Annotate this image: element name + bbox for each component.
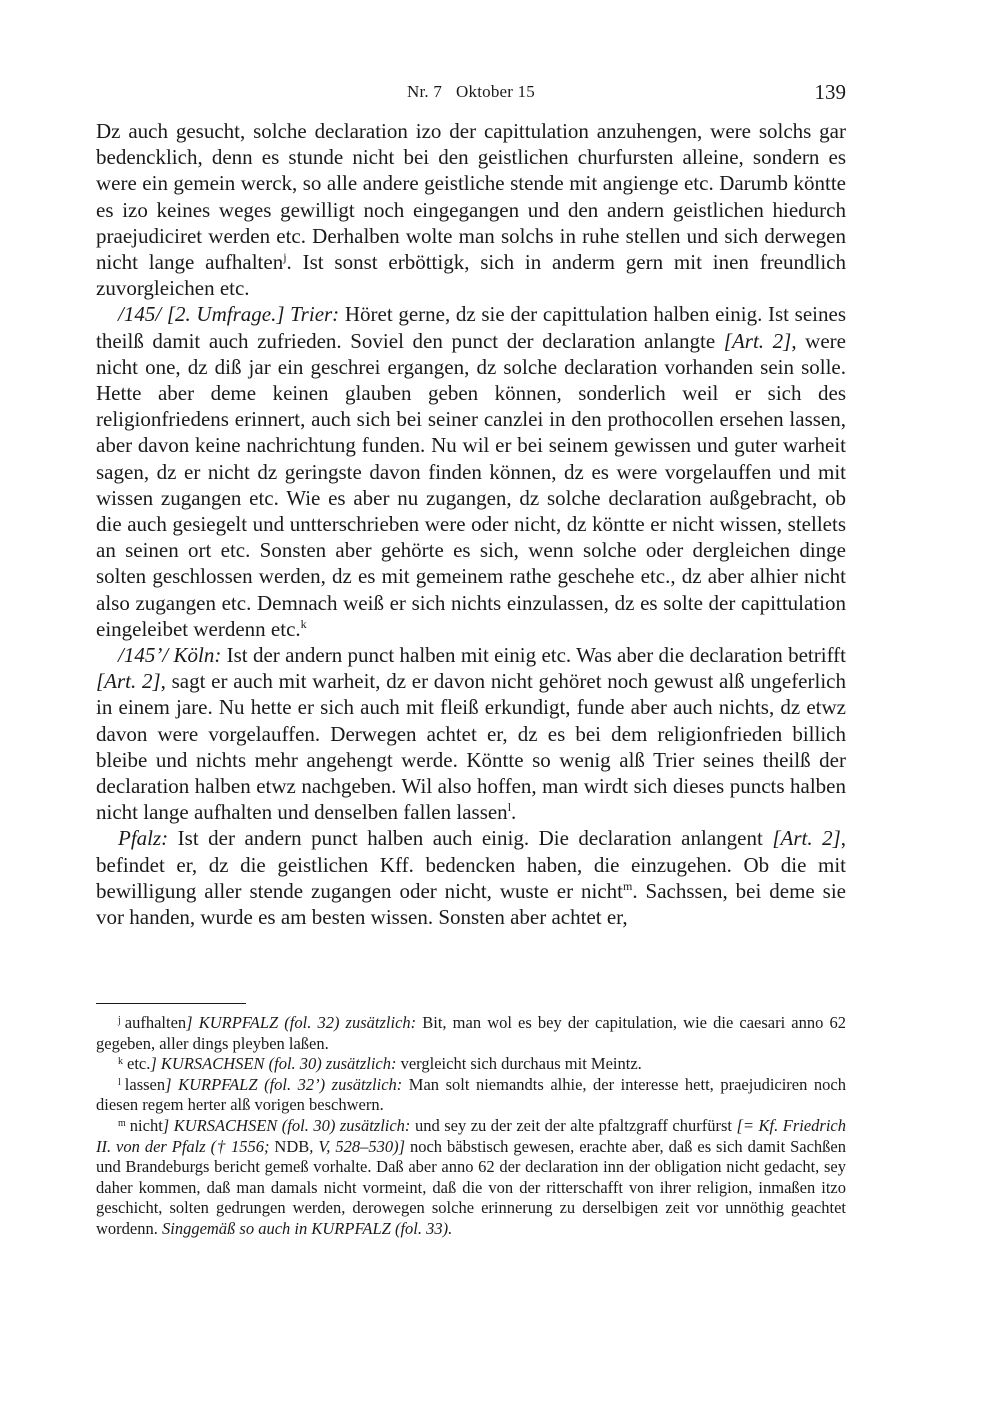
footnote-ref-m: m bbox=[623, 878, 633, 893]
running-head bbox=[96, 82, 846, 102]
article-ref: [Art. 2] bbox=[96, 669, 161, 694]
paragraph-trier: /145/ [2. Umfrage.] Trier: Höret gerne, dz sie der capittulation halben einig. Ist seines theilß damit auch zufrieden. Soviel den punct der declaration anlangte [Art. 2], were nicht one, dz diß jar ein geschrei ergangen, dz solche declaration vorhanden sein solle. Hette aber deme keinen glauben geben können, sonderlich weil er sich des religionfriedens erinnert, auch sich bei seiner canzlei in den prothocollen ersehen lassen, aber davon keine nachrichtung funden. Nu wil er bei seinem gewissen und guter warheit sagen, dz er nicht dz geringste davon finden können, dz es were vorgelauffen und mit wissen zugangen etc. Wie es aber nu zugangen, dz solche declaration außgebracht, ob die auch gesiegelt und untterschrieben were oder nicht, dz köntte er nicht wissen, stellets an seinen ort etc. Sonsten aber gehörte es sich, wenn solche oder dergleichen dinge solten geschlossen werden, dz es mit gemeinem rathe geschehe etc., dz aber alhier nicht also zugangen etc. Demnach weiß er sich nichts einzulassen, dz es solte der capittulation eingeleibet werdenn etc.$^k$ bbox=[96, 302, 847, 641]
speaker-koeln: /145’/ Köln: bbox=[118, 643, 222, 668]
footnotes bbox=[96, 1013, 846, 1240]
footnote-ref-k: k bbox=[300, 616, 307, 631]
main-text bbox=[96, 118, 846, 930]
footnote-divider bbox=[96, 1003, 246, 1004]
footnote-j: j aufhalten] KURPFALZ (fol. 32) zusätzlich: Bit, man wol es bey der capitulation, wie die caesari anno 62 gegeben, aller dings pleyben laßen. bbox=[96, 1013, 846, 1053]
footnote-ref-l: l bbox=[507, 800, 512, 815]
page-number: 139 bbox=[814, 80, 846, 104]
paragraph-pfalz: Pfalz: Ist der andern punct halben auch einig. Die declaration anlangent [Art. 2], befindet er, dz die geistlichen Kff. bedencken haben, die einzugehen. Ob die mit bewilligung aller stende zugangen oder nicht, wuste er nicht$^m$. Sachssen, bei deme sie vor handen, wurde es am besten wissen. Sonsten aber achtet er, bbox=[96, 826, 846, 930]
document-number: Nr. 7 bbox=[407, 82, 443, 101]
article-ref: [Art. 2] bbox=[772, 826, 841, 851]
footnote-l: l lassen] KURPFALZ (fol. 32’) zusätzlich: Man solt niemandts alhie, der interesse hett, praejudiciren noch diesen regem herter alß vorigen beschwern. bbox=[96, 1074, 846, 1115]
footnote-k: k etc.] KURSACHSEN (fol. 30) zusätzlich: vergleicht sich durchaus mit Meintz. bbox=[118, 1054, 642, 1074]
document-date: Oktober 15 bbox=[456, 82, 535, 101]
footnote-m: m nicht] KURSACHSEN (fol. 30) zusätzlich: und sey zu der zeit der alte pfaltzgraff churfürst [= Kf. Friedrich II. von der Pfalz († 1556; NDB, V, 528–530)] noch bäbstisch gewesen, erachte aber, daß es sich damit Sachßen und Brandeburgs bericht gemeß vorhalte. Daß aber anno 62 der declaration inn der obligation nicht gedacht, sey daher kommen, daß man damals nicht vormeint, daß die von der ritterschafft von ihrer religion, inmaßen itzo geschicht, solten gedrungen werden, derowegen solche erinnerung zu derselbigen zeit vor unnöthig geachtet wordenn. Singgemäß so auch in KURPFALZ (fol. 33). bbox=[96, 1115, 847, 1238]
speaker-pfalz: Pfalz: bbox=[118, 826, 169, 851]
paragraph-continuation: Dz auch gesucht, solche declaration izo der capittulation anzuhengen, were solchs gar bedencklich, denn es stunde nicht bei den geistlichen churfursten alleine, sondern es were ein gemein werck, so alle andere geistliche stende mit angienge etc. Darumb köntte es izo keines weges gewilligt noch eingegangen und den andern geistlichen hiedurch praejudiciret werden etc. Derhalben wolte man solchs in ruhe stellen und sich derwegen nicht lange aufhalten$^j$. Ist sonst erböttigk, sich in anderm gern mit inen freundlich zuvorgleichen etc. bbox=[96, 119, 846, 301]
article-ref: [Art. 2] bbox=[723, 328, 792, 353]
speaker-trier: /145/ [2. Umfrage.] Trier: bbox=[118, 302, 340, 327]
paragraph-koeln: /145’/ Köln: Ist der andern punct halben mit einig etc. Was aber die declaration betrifft [Art. 2], sagt er auch mit warheit, dz er davon nicht gehöret noch gewust alß ungeferlich in einem jare. Nu hette er sich auch mit fleiß erkundigt, funde aber auch nichts, dz etwz davon were vorgelauffen. Derwegen achtet er, dz es bei dem religionfrieden billich bleibe und nichts mehr angehengt werde. Köntte so wenig alß Trier seines theilß der declaration halben etwz nachgeben. Wil also hoffen, man wirdt sich dieses puncts halben nicht lange aufhalten und denselben fallen lassen$^l$. bbox=[96, 643, 847, 825]
page-header bbox=[96, 80, 846, 106]
footnote-ref-j: j bbox=[283, 250, 287, 265]
